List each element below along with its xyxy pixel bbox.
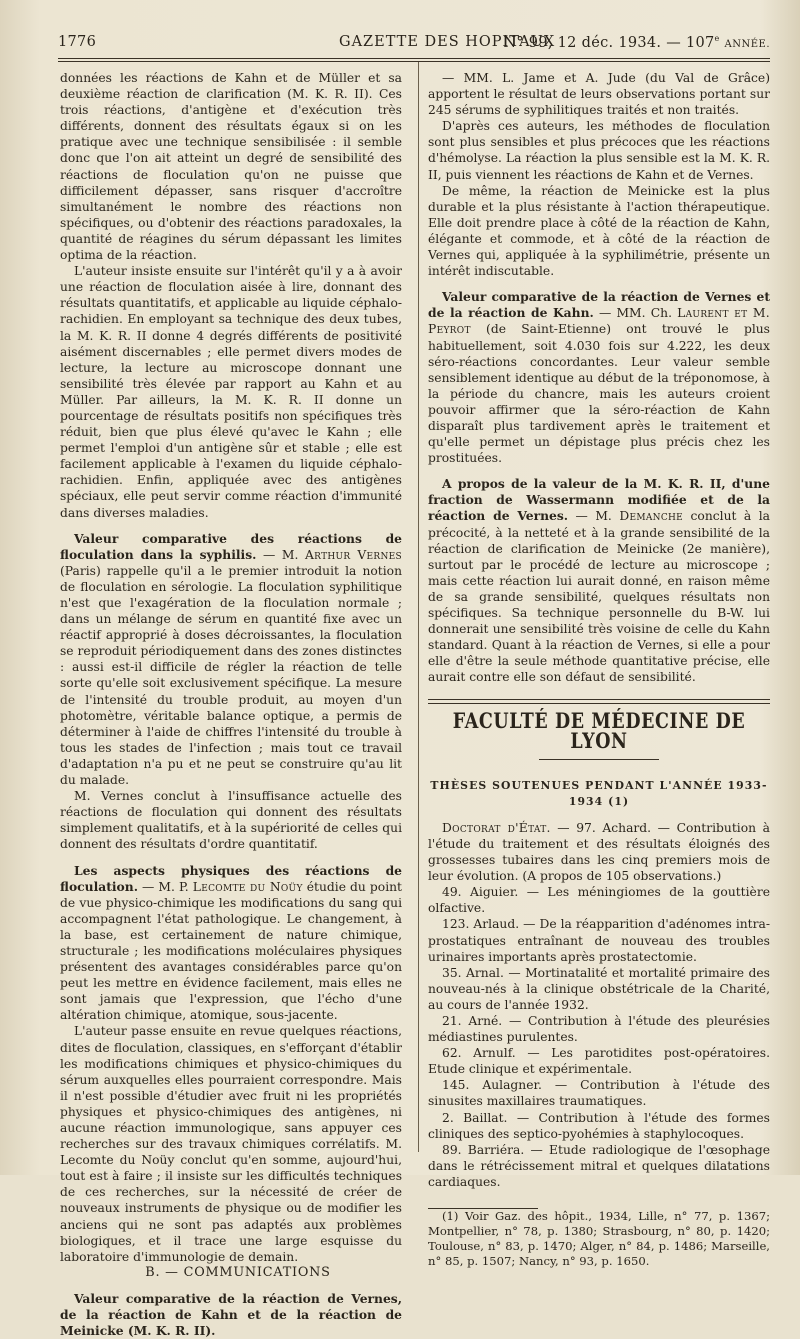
footnote: (1) Voir Gaz. des hôpit., 1934, Lille, n° 77, p. 1367; Montpellier, n° 78, p. 1380; Strasbourg, n° 80, p. 1420; Toulouse, n° 83, p. 1470; Alger, n° 84, p. 1486; Marseille, n° 85, p. 1507; Nancy, n° 93, p. 1650. [428, 1209, 770, 1268]
dash: — MM. Ch. [593, 306, 678, 321]
column-divider [418, 62, 419, 1152]
author-name: Demanche [619, 509, 684, 524]
thesis-entry: 145. Aulagner. — Contribution à l'étude des sinusites maxillaires traumatiques. [428, 1078, 770, 1109]
thesis-entry: 123. Arlaud. — De la réapparition d'adénomes intra-prostatiques entraînant de nouveau des troubles urinaires importants après prostatectomie. [428, 917, 770, 964]
thesis-label: Doctorat d'État. [442, 820, 551, 835]
header-rule-top [58, 58, 770, 59]
dash: — M. [568, 509, 620, 524]
dash: — M. [256, 547, 305, 562]
issue-date: N° 99, 12 déc. 1934. — 107 [503, 34, 715, 51]
paragraph: D'après ces auteurs, les méthodes de floculation sont plus sensibles et plus précoces que les réactions d'hémolyse. La réaction la plus sensible est la M. K. R. II, puis viennent les réactions de Kahn et de Vernes. [428, 119, 770, 182]
section-heading: B. — COMMUNICATIONS [145, 1264, 331, 1280]
dash: — M. P. [137, 879, 193, 894]
title-rule [539, 759, 659, 760]
author-name: Lecomte du Noüy [192, 879, 303, 894]
thesis-entry: 89. Barriéra. — Etude radiologique de l'œsophage dans le rétrécissement mitral et quelques dilatations cardiaques. [428, 1142, 770, 1189]
thesis-entry [428, 820, 770, 884]
article-paragraph [428, 476, 770, 685]
issue-info [503, 34, 770, 51]
issue-annee: ANNÉE. [724, 38, 770, 50]
paragraph: — MM. L. Jame et A. Jude (du Val de Grâce) apportent le résultat de leurs observations portant sur 245 sérums de syphilitiques traités et non traités. [428, 71, 770, 118]
right-column [428, 70, 770, 1269]
thesis-entry: 2. Baillat. — Contribution à l'étude des formes cliniques des septico-pyohémies à staphylocoques. [428, 1110, 770, 1141]
article-heading: Valeur comparative des réactions de floculation dans la syphilis. [60, 530, 402, 562]
running-header [58, 34, 770, 56]
article-body: étudie du point de vue physico-chimique les modifications du sang qui accompagnent l'état pathologique. Le changement, à la base, est certainement de nature chimique, structurale ; les modifications moléculaires physiques présentent des avantages considérables parce qu'on peut les mettre en évidence facilement, mais elles ne sont jamais que l'expression, que l'écho d'une altération chimique, atomique, sous-jacente. [60, 879, 402, 1023]
left-column [60, 70, 402, 1339]
thesis-entry: 49. Aiguier. — Les méningiomes de la gouttière olfactive. [428, 885, 770, 916]
thesis-entry: 35. Arnal. — Mortinatalité et mortalité primaire des nouveau-nés à la clinique obstétricale de la Charité, au cours de l'année 1932. [428, 965, 770, 1012]
section-double-rule [428, 699, 770, 704]
journal-title: GAZETTE DES HOPITAUX [339, 34, 556, 50]
article-heading: Valeur comparative de la réaction de Vernes et de la réaction de Kahn. [428, 289, 770, 321]
paragraph: données les réactions de Kahn et de Müller et sa deuxième réaction de clarification (M. K. R. II). Ces trois réactions, d'antigène et d'exécution très différents, donnent des résultats égaux si on les pratique avec une technique sensibilisée : il semble donc que l'on ait atteint un degré de sensibilité des réactions de floculation qu'on ne puisse que difficilement dépasser, sans risquer d'accroître simultanément le nombre des réactions non spécifiques, ou d'obtenir des réactions paradoxales, la quantité de réagines du sérum dépassant les limites optima de la réaction. [60, 71, 402, 263]
paragraph: L'auteur passe ensuite en revue quelques réactions, dites de floculation, classiques, en s'efforçant d'établir les modifications chimiques et physico-chimiques du sérum auxquelles elles pourraient correspondre. Mais il n'est possible d'étudier avec fruit ni les propriétés physiques et physico-chimiques des antigènes, ni aucune réaction immunologique, sans appuyer ces recherches sur des travaux chimiques corrélatifs. M. Lecomte du Noüy conclut qu'en somme, aujourd'hui, tout est à faire ; il insiste sur les difficultés techniques de ces recherches, sur la nécessité de créer de nouveaux instruments de physique ou de modifier les anciens qui ne sont pas adaptés aux problèmes biologiques, et il trace une large esquisse du laboratoire d'immunologie de demain. [60, 1024, 402, 1264]
paragraph: L'auteur insiste ensuite sur l'intérêt qu'il y a à avoir une réaction de floculation aisée à lire, donnant des résultats quantitatifs, et applicable au liquide céphalo-rachidien. En employant sa technique des deux tubes, la M. K. R. II donne 4 degrés différents de positivité aisément discernables ; elle permet divers modes de lecture, la lecture au microscope donnant une sensibilité très élevée par rapport au Kahn et au Müller. Par ailleurs, la M. K. R. II donne un pourcentage de résultats positifs non spécifiques très réduit, bien que plus élevé qu'avec le Kahn ; elle permet l'emploi d'un antigène sûr et stable ; elle est facilement applicable à l'examen du liquide céphalo-rachidien. Enfin, appliquée avec des antigènes spéciaux, elle peut servir comme réaction d'immunité dans diverses maladies. [60, 264, 402, 520]
page-number: 1776 [58, 34, 97, 50]
article-body: (de Saint-Etienne) ont trouvé le plus habituellement, soit 4.030 fois sur 4.222, les deux séro-réactions concordantes. Leur valeur semble sensiblement identique au début de la tréponomose, à la période du chancre, mais les auteurs croient pouvoir affirmer que la séro-réaction de Kahn disparaît plus tardivement après le traitement et qu'elle permet un dépistage plus précis chez les prostituées. [428, 322, 770, 466]
thesis-entry: 62. Arnulf. — Les parotidites post-opératoires. Etude clinique et expérimentale. [428, 1046, 770, 1077]
faculty-title: FACULTÉ DE MÉDECINE DE LYON [452, 709, 746, 756]
theses-heading: THÈSES SOUTENUES PENDANT L'ANNÉE 1933-1934 (1) [430, 778, 768, 808]
thesis-text: — 97. Achard. — Contribution à l'étude du traitement et des résultats éloignés des grossesses tubaires dans les cinq premiers mois de leur évolution. (A propos de 105 observations.) [428, 820, 770, 884]
author-name: Arthur Vernes [304, 547, 402, 562]
article-heading: Valeur comparative de la réaction de Vernes, de la réaction de Kahn et de la réaction de Meinicke (M. K. R. II). [60, 1290, 402, 1339]
thesis-entry: 21. Arné. — Contribution à l'étude des pleurésies médiastines purulentes. [428, 1013, 770, 1045]
article-paragraph [428, 289, 770, 466]
article-body: (Paris) rappelle qu'il a le premier introduit la notion de floculation en sérologie. La floculation syphilitique n'est que l'exagération de la floculation normale ; dans un mélange de sérum en quantité fixe avec un réactif approprié à doses décroissantes, la floculation se reproduit périodiquement dans des zones distinctes : aussi est-il difficile de régler la réaction de telle sorte qu'elle soit exclusivement spécifique. La mesure de l'intensité du trouble produit, au moyen d'un photomètre, véritable balance optique, a permis de déterminer à l'aide de chiffres l'intensité du trouble à tous les stades de l'infection ; mais tout ce travail d'adaptation n'a pu et ne peut se construire qu'au lit du malade. [60, 563, 402, 788]
paragraph: M. Vernes conclut à l'insuffisance actuelle des réactions de floculation qui donnent des résultats simplement qualitatifs, et à la supériorité de celles qui donnent des résultats d'ordre quantitatif. [60, 789, 402, 852]
article-paragraph [60, 863, 402, 1024]
author-names: Laurent et M. Peyrot [428, 306, 770, 337]
issue-suffix: e [714, 34, 720, 43]
article-heading: Les aspects physiques des réactions de floculation. [60, 862, 402, 894]
header-rule-bottom [58, 61, 770, 62]
article-heading: A propos de la valeur de la M. K. R. II, d'une fraction de Wassermann modifiée et de la réaction de Vernes. [428, 476, 770, 524]
paragraph: De même, la réaction de Meinicke est la plus durable et la plus résistante à l'action thérapeutique. Elle doit prendre place à côté de la réaction de Kahn, élégante et commode, et à côté de la réaction de Vernes qui, appliquée à la syphilimétrie, présente un intérêt indiscutable. [428, 183, 770, 279]
article-body: conclut à la précocité, à la netteté et à la grande sensibilité de la réaction de clarification de Meinicke (2e manière), surtout par le procédé de lecture au microscope ; mais cette réaction lui aurait donné, en raison même de sa grande sensibilité, quelques résultats non spécifiques. Sa technique personnelle du B-W. lui donnerait une sensibilité très voisine de celle du Kahn standard. Quant à la réaction de Vernes, si elle a pour elle d'être la seule méthode quantitative précise, elle aurait contre elle son défaut de sensibilité. [428, 509, 770, 685]
article-paragraph [60, 531, 402, 789]
